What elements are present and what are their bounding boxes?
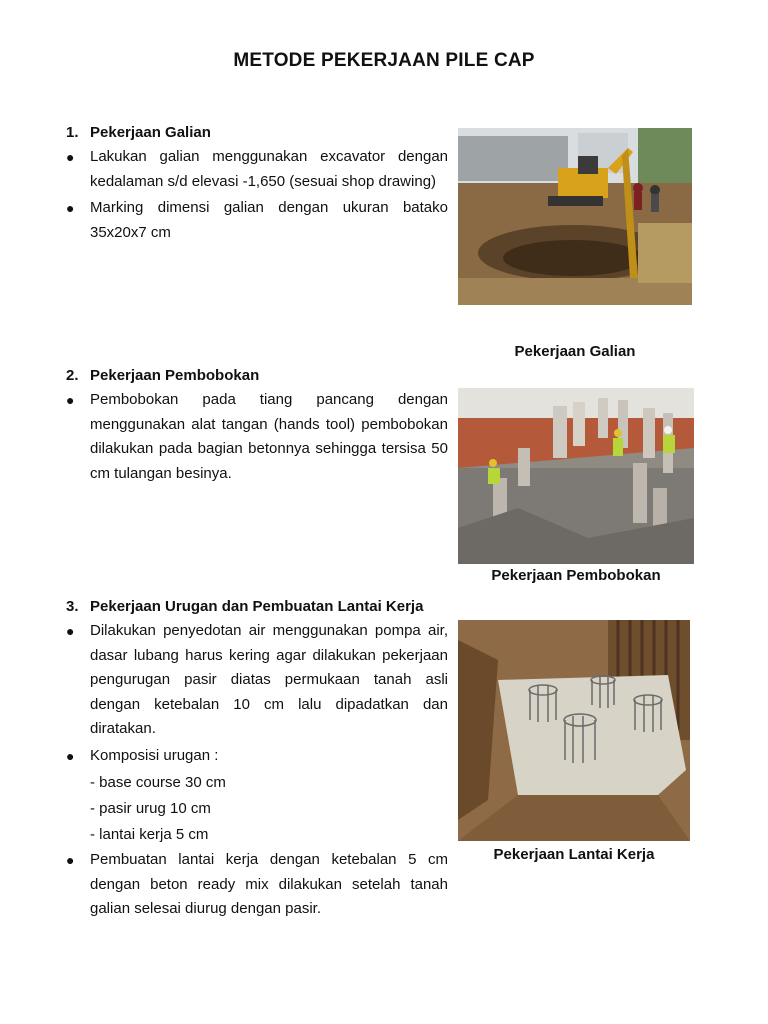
section-title: Pekerjaan Urugan dan Pembuatan Lantai Kerja	[90, 598, 424, 615]
pile-chipping-photo	[458, 388, 694, 564]
list-item: ● Pembuatan lantai kerja dengan ketebalan 5 cm dengan beton ready mix dilakukan setelah tanah galian selesai diurug dengan pasir.	[66, 848, 448, 922]
section-number: 3.	[66, 598, 79, 615]
composition-item: - lantai kerja 5 cm	[90, 826, 209, 843]
section-urugan-lantai-kerja	[66, 598, 448, 924]
section-pembobokan	[66, 367, 448, 488]
bullet-icon: ●	[66, 200, 75, 216]
list-item: ● Pembobokan pada tiang pancang dengan menggunakan alat tangan (hands tool) pembobokan dilakukan pada bagian betonnya sehingga tersisa 50 cm tulangan besinya.	[66, 388, 448, 486]
section-title: Pekerjaan Galian	[90, 124, 211, 141]
section-heading	[66, 124, 448, 141]
section-heading	[66, 367, 448, 384]
section-number: 1.	[66, 124, 79, 141]
composition-list	[66, 770, 448, 848]
section-title: Pekerjaan Pembobokan	[90, 367, 260, 384]
bullet-icon: ●	[66, 852, 75, 868]
composition-item: - pasir urug 10 cm	[90, 800, 211, 817]
work-floor-photo	[458, 620, 690, 841]
bullet-icon: ●	[66, 747, 75, 764]
section-galian	[66, 124, 448, 247]
section-heading	[66, 598, 448, 615]
list-item: ● Dilakukan penyedotan air menggunakan pompa air, dasar lubang harus kering agar dilakukan pekerjaan pengurugan pasir diatas permukaan tanah asli dengan ketebalan 10 cm lalu dipadatkan dan diratakan.	[66, 619, 448, 742]
list-item: ● Marking dimensi galian dengan ukuran batako 35x20x7 cm	[66, 196, 448, 245]
bullet-icon: ●	[66, 149, 75, 165]
bullet-icon: ●	[66, 392, 75, 408]
bullet-icon: ●	[66, 623, 75, 639]
list-item: ● Komposisi urugan :	[66, 744, 448, 769]
composition-item: - base course 30 cm	[90, 774, 226, 791]
section-number: 2.	[66, 367, 79, 384]
list-item: ● Lakukan galian menggunakan excavator dengan kedalaman s/d elevasi -1,650 (sesuai shop drawing)	[66, 145, 448, 194]
photo-caption: Pekerjaan Pembobokan	[491, 567, 661, 584]
page-title: METODE PEKERJAAN PILE CAP	[233, 50, 535, 71]
photo-caption: Pekerjaan Lantai Kerja	[493, 846, 655, 863]
photo-caption: Pekerjaan Galian	[514, 343, 636, 360]
excavation-photo	[458, 128, 692, 305]
